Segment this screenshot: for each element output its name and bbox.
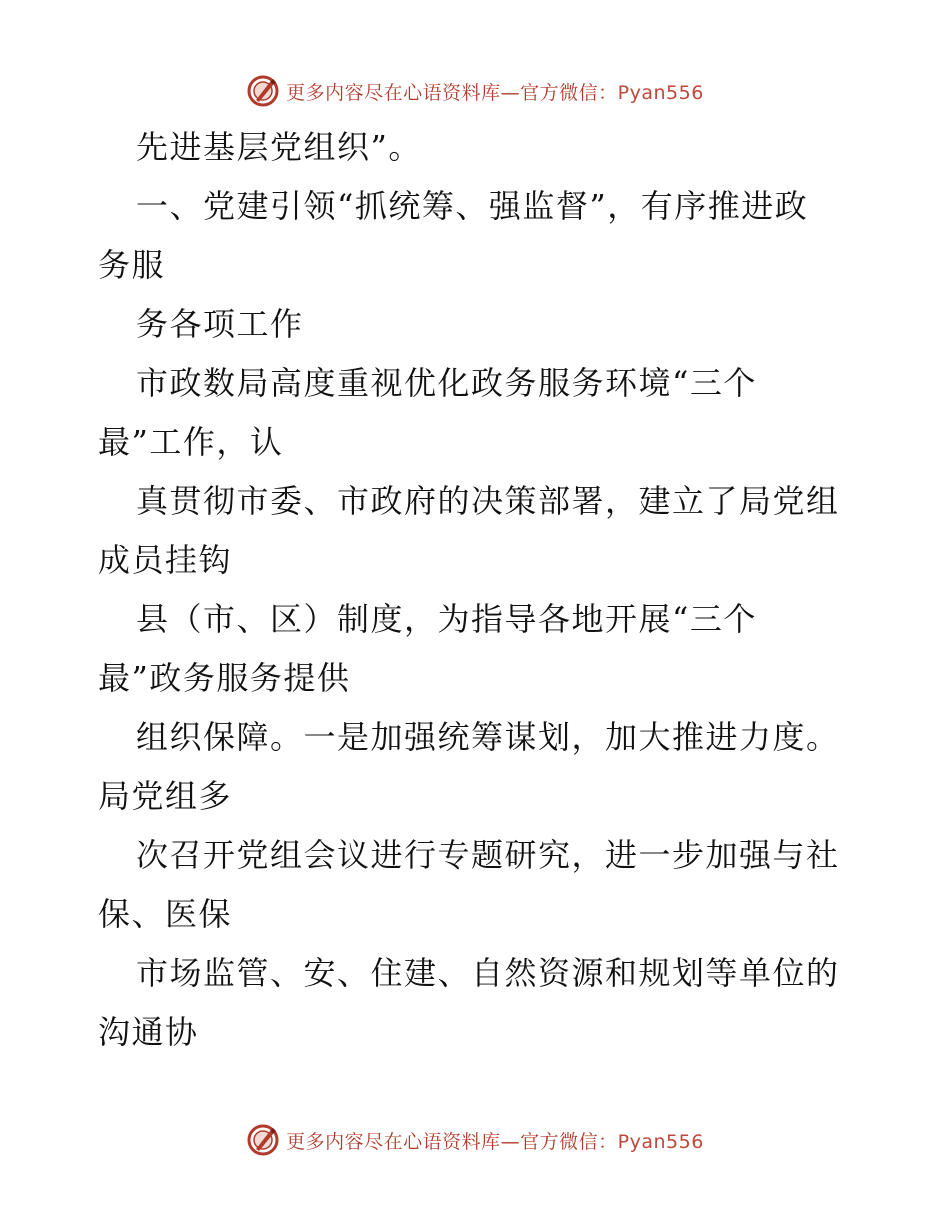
watermark-text [286, 1127, 704, 1154]
text-line: 真贯彻市委、市政府的决策部署，建立了局党组 [136, 482, 840, 520]
text-line: 市政数局高度重视优化政务服务环境“三个 [136, 364, 757, 402]
watermark-text-cn: 更多内容尽在心语资料库—官方微信： [286, 1130, 618, 1153]
header-watermark [0, 71, 950, 111]
footer-watermark [0, 1120, 950, 1160]
text-line: 组织保障。一是加强统筹谋划，加大推进力度。 [136, 718, 840, 756]
text-line: 最”政务服务提供 [98, 659, 351, 697]
text-line: 次召开党组会议进行专题研究，进一步加强与社 [136, 836, 840, 874]
text-line: 市场监管、安、住建、自然资源和规划等单位的 [136, 954, 840, 992]
text-line: 保、医保 [98, 895, 233, 933]
text-line: 务服 [98, 246, 166, 284]
watermark-text-cn: 更多内容尽在心语资料库—官方微信： [286, 81, 618, 104]
text-line: 成员挂钩 [98, 541, 233, 579]
document-body [98, 118, 858, 1062]
watermark-text [286, 78, 704, 105]
pen-circle-logo-icon [246, 1123, 280, 1157]
text-line: 一、党建引领“抓统筹、强监督”，有序推进政 [136, 187, 809, 225]
pen-circle-logo-icon [246, 74, 280, 108]
text-line: 沟通协 [98, 1013, 199, 1051]
text-line: 县（市、区）制度，为指导各地开展“三个 [136, 600, 757, 638]
text-line: 最”工作，认 [98, 423, 284, 461]
watermark-wechat-id: Pyan556 [617, 81, 704, 104]
text-line: 务各项工作 [136, 305, 304, 343]
text-line: 先进基层党组织”。 [136, 128, 422, 166]
text-line: 局党组多 [98, 777, 233, 815]
watermark-wechat-id: Pyan556 [617, 1130, 704, 1153]
